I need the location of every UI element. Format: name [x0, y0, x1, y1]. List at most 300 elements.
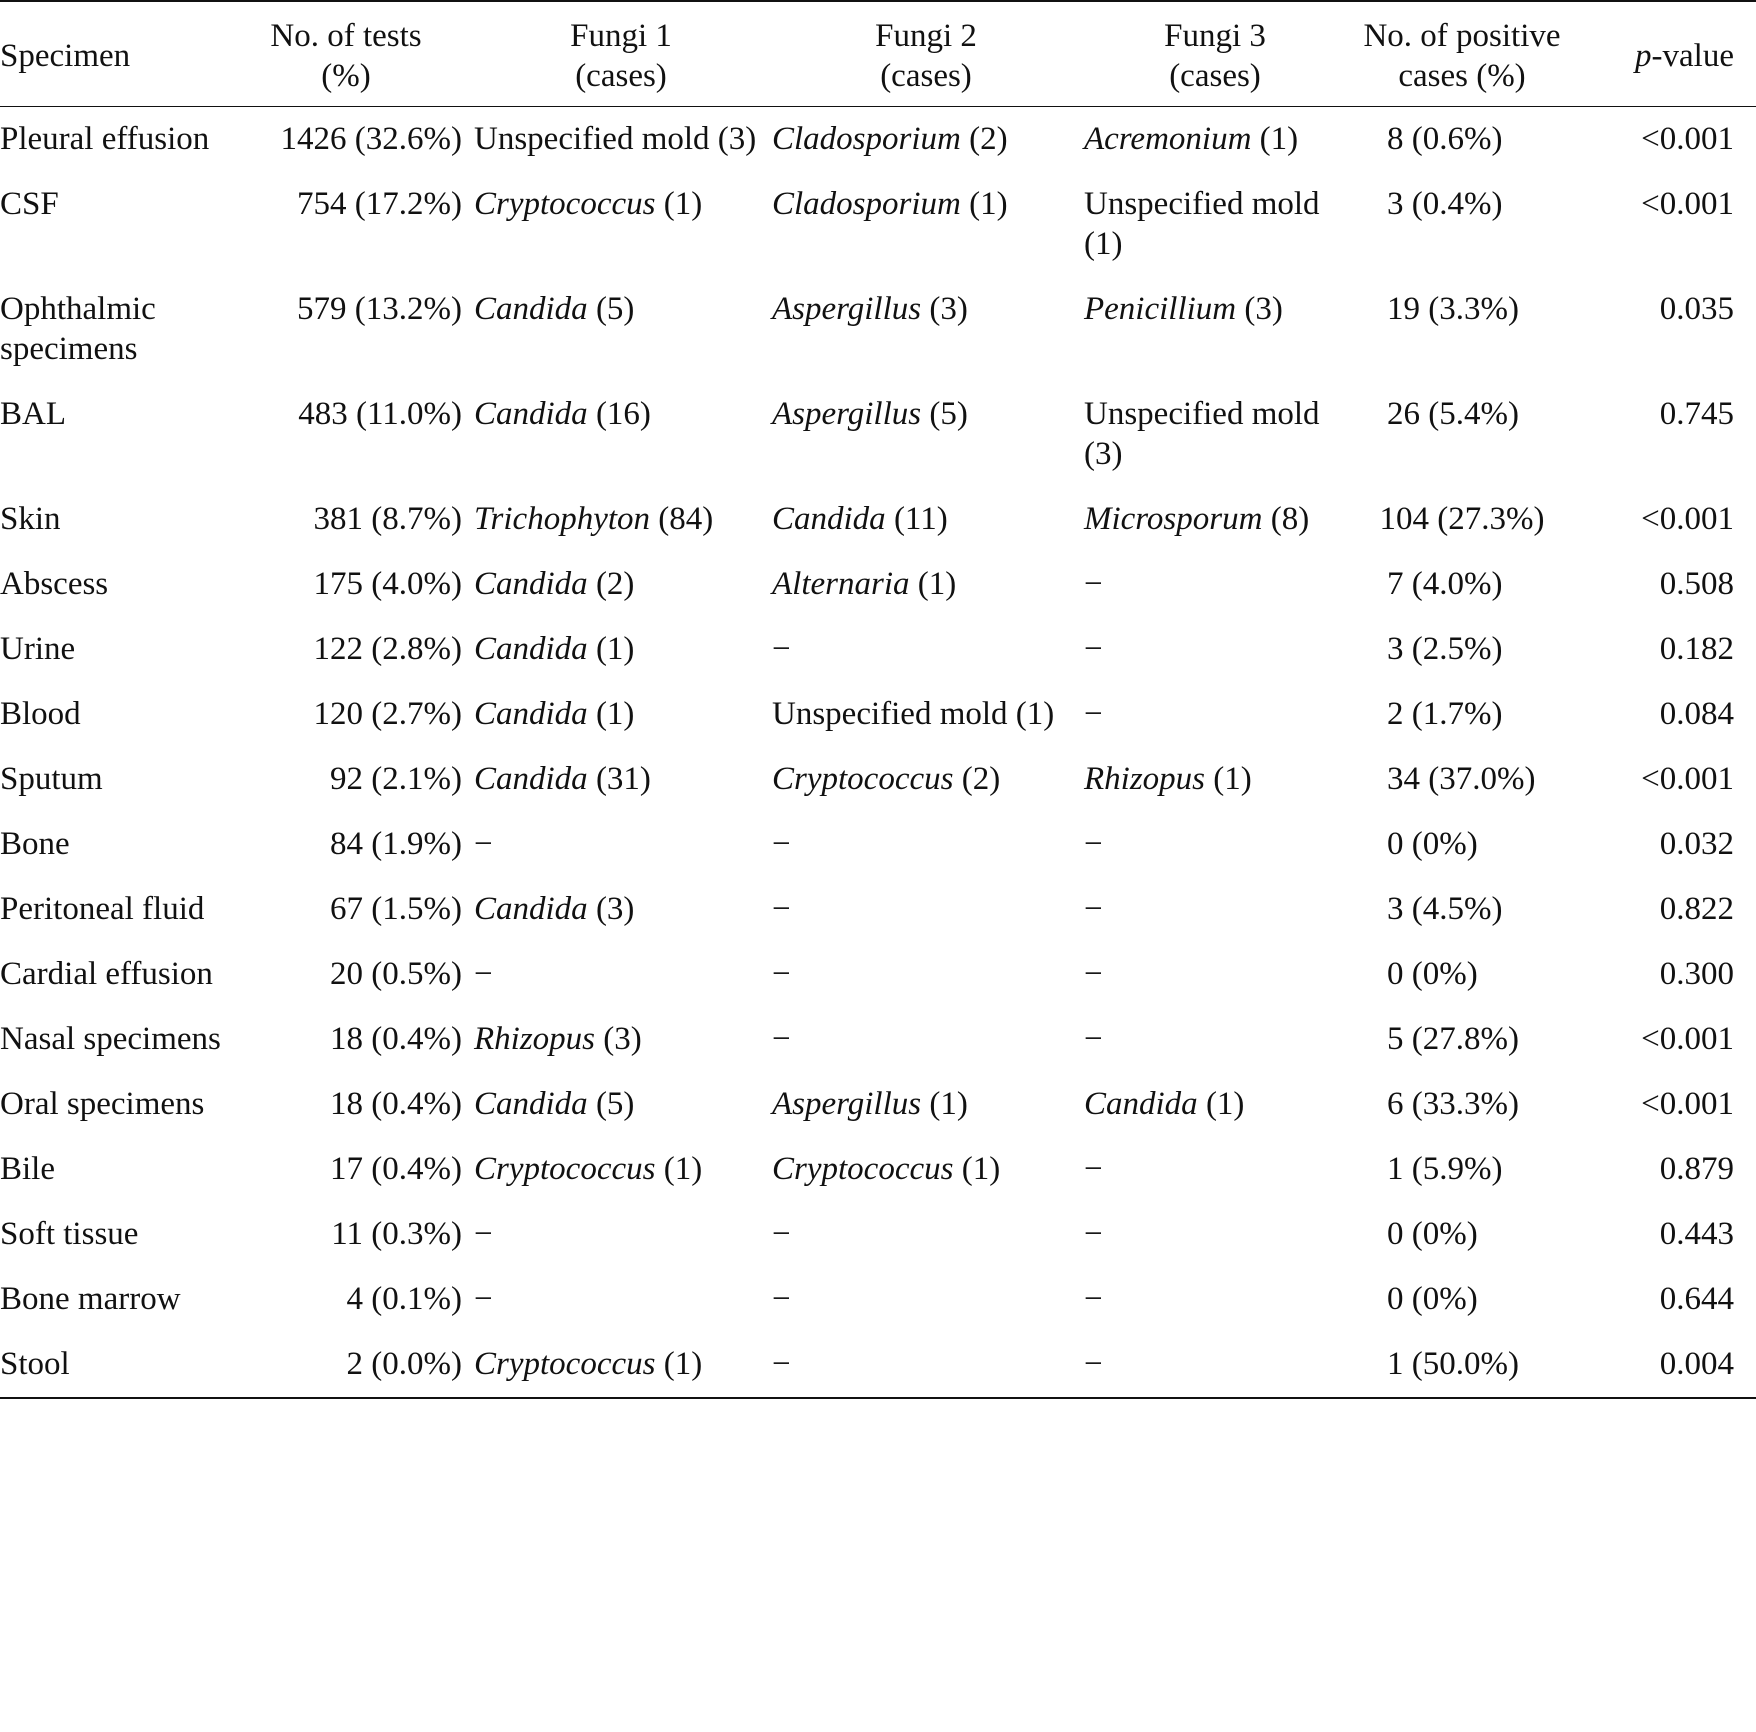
cell-specimen: [0, 382, 230, 487]
cell-positive: [1346, 1007, 1578, 1072]
specimen-name: Ophthalmic specimens: [0, 291, 156, 367]
fungi-genus: Cladosporium: [772, 186, 961, 222]
cell-specimen: [0, 1007, 230, 1072]
positive-wrap: [1346, 694, 1578, 734]
fungi-cases: (5): [587, 1086, 635, 1122]
p-value: 0.084: [1659, 696, 1734, 732]
fungi-genus: Alternaria: [772, 566, 910, 602]
table-body: [0, 107, 1756, 1399]
table-row: [0, 552, 1756, 617]
positive-count: 8 (0.6%): [1387, 121, 1503, 157]
fungi-cases: (1): [953, 1151, 1001, 1187]
cell-tests: [230, 107, 462, 173]
cell-specimen: [0, 942, 230, 1007]
fungi-genus: Acremonium: [1084, 121, 1252, 157]
fungi-cases: Unspecified mold (1): [772, 696, 1055, 732]
p-value: 0.443: [1659, 1216, 1734, 1252]
table-row: [0, 107, 1756, 173]
table-row: [0, 877, 1756, 942]
tests-count: 754 (17.2%): [297, 186, 462, 222]
cell-tests: [230, 747, 462, 812]
fungi-cases: (3): [1236, 291, 1283, 327]
positive-wrap: [1346, 499, 1578, 539]
cell-pvalue: [1578, 1137, 1756, 1202]
tests-count: 483 (11.0%): [298, 396, 462, 432]
p-value: <0.001: [1641, 186, 1734, 222]
empty-dash: −: [772, 1021, 791, 1057]
fungi-genus: Candida: [474, 891, 588, 927]
positive-wrap: [1346, 1279, 1578, 1319]
p-value: 0.035: [1659, 291, 1734, 327]
cell-pvalue: [1578, 747, 1756, 812]
cell-positive: [1346, 382, 1578, 487]
empty-dash: −: [1084, 1216, 1103, 1252]
cell-pvalue: [1578, 942, 1756, 1007]
p-value: 0.032: [1659, 826, 1734, 862]
cell-fungi3: [1080, 107, 1346, 173]
cell-positive: [1346, 942, 1578, 1007]
cell-pvalue: [1578, 1332, 1756, 1398]
specimen-name: Bone marrow: [0, 1281, 181, 1317]
fungi-cases: (31): [587, 761, 651, 797]
table-row: [0, 747, 1756, 812]
header-fungi2-line1: Fungi 2: [875, 18, 977, 54]
header-fungi3: [1080, 1, 1346, 107]
tests-count: 175 (4.0%): [313, 566, 462, 602]
cell-fungi2: [768, 747, 1080, 812]
table-row: [0, 812, 1756, 877]
positive-count: 2 (1.7%): [1387, 696, 1503, 732]
positive-count: 19 (3.3%): [1387, 291, 1519, 327]
empty-dash: −: [1084, 631, 1103, 667]
cell-pvalue: [1578, 682, 1756, 747]
cell-fungi1: [462, 1137, 768, 1202]
cell-fungi1: [462, 1072, 768, 1137]
specimen-name: Urine: [0, 631, 76, 667]
fungi-genus: Candida: [474, 396, 588, 432]
positive-count: 34 (37.0%): [1387, 761, 1536, 797]
cell-positive: [1346, 812, 1578, 877]
empty-dash: −: [1084, 566, 1103, 602]
positive-wrap: [1346, 629, 1578, 669]
positive-count: 104 (27.3%): [1379, 501, 1545, 537]
specimen-name: Blood: [0, 696, 81, 732]
fungi-cases: (5): [587, 291, 635, 327]
positive-wrap: [1346, 394, 1578, 434]
specimen-name: Skin: [0, 501, 61, 537]
header-positive: [1346, 1, 1578, 107]
positive-wrap: [1346, 184, 1578, 224]
positive-count: 0 (0%): [1387, 826, 1478, 862]
cell-fungi2: [768, 1332, 1080, 1398]
positive-count: 0 (0%): [1387, 956, 1478, 992]
empty-dash: −: [772, 1216, 791, 1252]
positive-count: 1 (50.0%): [1387, 1346, 1519, 1382]
fungi-genus: Cryptococcus: [474, 186, 656, 222]
positive-wrap: [1346, 954, 1578, 994]
positive-count: 26 (5.4%): [1387, 396, 1519, 432]
empty-dash: −: [1084, 826, 1103, 862]
specimen-name: Oral specimens: [0, 1086, 205, 1122]
cell-positive: [1346, 1332, 1578, 1398]
p-value: <0.001: [1641, 501, 1734, 537]
empty-dash: −: [1084, 1281, 1103, 1317]
table-row: [0, 1332, 1756, 1398]
cell-specimen: [0, 1137, 230, 1202]
tests-count: 1426 (32.6%): [280, 121, 462, 157]
header-pvalue-rest: -value: [1651, 38, 1734, 74]
header-specimen-label: Specimen: [0, 38, 131, 74]
table-row: [0, 382, 1756, 487]
cell-specimen: [0, 277, 230, 382]
positive-wrap: [1346, 1084, 1578, 1124]
cell-fungi3: [1080, 1332, 1346, 1398]
specimen-name: Bone: [0, 826, 70, 862]
fungi-genus: Candida: [474, 1086, 588, 1122]
cell-specimen: [0, 877, 230, 942]
tests-count: 17 (0.4%): [330, 1151, 462, 1187]
cell-specimen: [0, 682, 230, 747]
fungi-cases: (11): [885, 501, 948, 537]
header-pvalue: [1578, 1, 1756, 107]
cell-tests: [230, 1137, 462, 1202]
cell-fungi2: [768, 1267, 1080, 1332]
empty-dash: −: [474, 956, 493, 992]
cell-fungi2: [768, 682, 1080, 747]
tests-count: 120 (2.7%): [313, 696, 462, 732]
cell-positive: [1346, 617, 1578, 682]
cell-pvalue: [1578, 877, 1756, 942]
table-row: [0, 1267, 1756, 1332]
tests-count: 18 (0.4%): [330, 1086, 462, 1122]
cell-fungi1: [462, 617, 768, 682]
cell-positive: [1346, 747, 1578, 812]
p-value: 0.182: [1659, 631, 1734, 667]
table-row: [0, 1202, 1756, 1267]
fungi-genus: Candida: [474, 761, 588, 797]
fungi-genus: Cladosporium: [772, 121, 961, 157]
header-row: [0, 1, 1756, 107]
tests-count: 67 (1.5%): [330, 891, 462, 927]
fungi-cases: (16): [587, 396, 651, 432]
fungi-cases: (1): [1205, 761, 1252, 797]
specimen-name: Nasal specimens: [0, 1021, 221, 1057]
fungi-cases: (2): [587, 566, 635, 602]
cell-fungi3: [1080, 877, 1346, 942]
fungi-genus: Candida: [474, 566, 588, 602]
table-header: [0, 1, 1756, 107]
header-pvalue-italic: p: [1635, 38, 1652, 74]
cell-fungi1: [462, 552, 768, 617]
cell-fungi3: [1080, 942, 1346, 1007]
cell-specimen: [0, 747, 230, 812]
cell-fungi2: [768, 1137, 1080, 1202]
cell-pvalue: [1578, 382, 1756, 487]
header-tests-line2: (%): [321, 58, 371, 94]
header-fungi1: [462, 1, 768, 107]
cell-pvalue: [1578, 1267, 1756, 1332]
p-value: 0.879: [1659, 1151, 1734, 1187]
cell-fungi2: [768, 1007, 1080, 1072]
cell-fungi3: [1080, 1007, 1346, 1072]
table-row: [0, 942, 1756, 1007]
fungi-cases: (2): [953, 761, 1001, 797]
header-positive-line2: cases (%): [1398, 58, 1526, 94]
cell-fungi3: [1080, 1137, 1346, 1202]
cell-specimen: [0, 617, 230, 682]
fungi-cases: (1): [587, 631, 635, 667]
cell-specimen: [0, 1202, 230, 1267]
fungi-genus: Cryptococcus: [474, 1151, 656, 1187]
fungi-genus: Candida: [474, 696, 588, 732]
fungi-genus: Penicillium: [1084, 291, 1237, 327]
table-row: [0, 277, 1756, 382]
specimen-name: Soft tissue: [0, 1216, 139, 1252]
fungi-genus: Aspergillus: [772, 1086, 922, 1122]
cell-fungi1: [462, 812, 768, 877]
cell-fungi3: [1080, 382, 1346, 487]
cell-pvalue: [1578, 617, 1756, 682]
specimen-name: CSF: [0, 186, 59, 222]
cell-fungi1: [462, 1267, 768, 1332]
cell-positive: [1346, 487, 1578, 552]
empty-dash: −: [474, 1281, 493, 1317]
fungi-cases: (1): [960, 186, 1008, 222]
header-fungi3-line2: (cases): [1169, 58, 1261, 94]
cell-tests: [230, 1202, 462, 1267]
fungi-genus: Trichophyton: [474, 501, 651, 537]
cell-fungi1: [462, 1332, 768, 1398]
empty-dash: −: [772, 1346, 791, 1382]
cell-positive: [1346, 1072, 1578, 1137]
fungi-cases: (8): [1262, 501, 1310, 537]
cell-fungi1: [462, 487, 768, 552]
specimen-name: Bile: [0, 1151, 55, 1187]
table-row: [0, 682, 1756, 747]
cell-fungi1: [462, 942, 768, 1007]
table-row: [0, 1137, 1756, 1202]
fungi-genus: Candida: [474, 291, 588, 327]
cell-fungi3: [1080, 1267, 1346, 1332]
cell-positive: [1346, 277, 1578, 382]
positive-count: 7 (4.0%): [1387, 566, 1503, 602]
specimen-name: Pleural effusion: [0, 121, 210, 157]
tests-count: 381 (8.7%): [313, 501, 462, 537]
cell-pvalue: [1578, 487, 1756, 552]
cell-fungi2: [768, 172, 1080, 277]
cell-fungi2: [768, 552, 1080, 617]
cell-fungi2: [768, 1202, 1080, 1267]
cell-pvalue: [1578, 277, 1756, 382]
cell-positive: [1346, 877, 1578, 942]
cell-tests: [230, 487, 462, 552]
cell-specimen: [0, 1332, 230, 1398]
cell-tests: [230, 682, 462, 747]
cell-fungi2: [768, 812, 1080, 877]
header-positive-line1: No. of positive: [1363, 18, 1561, 54]
tests-count: 84 (1.9%): [330, 826, 462, 862]
specimen-name: Abscess: [0, 566, 109, 602]
positive-count: 6 (33.3%): [1387, 1086, 1519, 1122]
empty-dash: −: [772, 826, 791, 862]
cell-pvalue: [1578, 172, 1756, 277]
empty-dash: −: [772, 631, 791, 667]
cell-positive: [1346, 1267, 1578, 1332]
cell-fungi3: [1080, 747, 1346, 812]
header-tests-line1: No. of tests: [270, 18, 422, 54]
fungi-cases: Unspecified mold (3): [1084, 396, 1320, 472]
cell-pvalue: [1578, 107, 1756, 173]
cell-fungi1: [462, 747, 768, 812]
fungi-cases: (5): [921, 396, 968, 432]
cell-specimen: [0, 812, 230, 877]
fungi-cases: (84): [650, 501, 714, 537]
fungi-cases: (1): [587, 696, 635, 732]
cell-fungi1: [462, 877, 768, 942]
positive-wrap: [1346, 759, 1578, 799]
empty-dash: −: [1084, 891, 1103, 927]
cell-fungi1: [462, 682, 768, 747]
cell-fungi2: [768, 617, 1080, 682]
fungi-cases: (1): [655, 186, 703, 222]
fungi-genus: Candida: [1084, 1086, 1198, 1122]
p-value: 0.644: [1659, 1281, 1734, 1317]
empty-dash: −: [772, 956, 791, 992]
fungi-cases: (3): [595, 1021, 642, 1057]
specimen-name: Sputum: [0, 761, 103, 797]
cell-fungi3: [1080, 172, 1346, 277]
cell-fungi2: [768, 942, 1080, 1007]
cell-pvalue: [1578, 552, 1756, 617]
cell-fungi3: [1080, 617, 1346, 682]
fungi-genus: Candida: [772, 501, 886, 537]
empty-dash: −: [772, 891, 791, 927]
empty-dash: −: [1084, 1346, 1103, 1382]
empty-dash: −: [1084, 696, 1103, 732]
positive-wrap: [1346, 824, 1578, 864]
cell-fungi2: [768, 1072, 1080, 1137]
fungi-cases: (3): [587, 891, 635, 927]
cell-pvalue: [1578, 1007, 1756, 1072]
cell-tests: [230, 1007, 462, 1072]
fungi-cases: (1): [655, 1346, 703, 1382]
fungi-genus: Candida: [474, 631, 588, 667]
empty-dash: −: [1084, 1021, 1103, 1057]
cell-tests: [230, 1072, 462, 1137]
empty-dash: −: [772, 1281, 791, 1317]
cell-tests: [230, 172, 462, 277]
header-fungi2-line2: (cases): [880, 58, 972, 94]
empty-dash: −: [1084, 1151, 1103, 1187]
fungi-cases: (1): [1251, 121, 1299, 157]
tests-count: 18 (0.4%): [330, 1021, 462, 1057]
cell-positive: [1346, 1202, 1578, 1267]
fungi-genus: Cryptococcus: [772, 761, 954, 797]
cell-tests: [230, 552, 462, 617]
specimen-name: Cardial effusion: [0, 956, 213, 992]
cell-fungi3: [1080, 1072, 1346, 1137]
p-value: 0.508: [1659, 566, 1734, 602]
specimen-name: Peritoneal fluid: [0, 891, 205, 927]
fungi-cases: (1): [1197, 1086, 1245, 1122]
p-value: 0.822: [1659, 891, 1734, 927]
cell-tests: [230, 382, 462, 487]
fungi-cases: (1): [921, 1086, 968, 1122]
table-row: [0, 617, 1756, 682]
specimen-name: Stool: [0, 1346, 70, 1382]
p-value: <0.001: [1641, 121, 1734, 157]
cell-positive: [1346, 172, 1578, 277]
header-fungi1-line2: (cases): [575, 58, 667, 94]
cell-specimen: [0, 1267, 230, 1332]
fungi-genus: Rhizopus: [1084, 761, 1206, 797]
cell-fungi3: [1080, 277, 1346, 382]
tests-count: 11 (0.3%): [331, 1216, 462, 1252]
fungi-cases: (1): [909, 566, 957, 602]
cell-tests: [230, 1332, 462, 1398]
positive-wrap: [1346, 1344, 1578, 1384]
cell-positive: [1346, 1137, 1578, 1202]
tests-count: 2 (0.0%): [346, 1346, 462, 1382]
cell-fungi2: [768, 487, 1080, 552]
fungi-cases: Unspecified mold (1): [1084, 186, 1320, 262]
cell-specimen: [0, 552, 230, 617]
cell-specimen: [0, 107, 230, 173]
empty-dash: −: [1084, 956, 1103, 992]
cell-fungi1: [462, 1007, 768, 1072]
fungi-genus: Cryptococcus: [772, 1151, 954, 1187]
cell-fungi1: [462, 172, 768, 277]
p-value: <0.001: [1641, 1021, 1734, 1057]
empty-dash: −: [474, 1216, 493, 1252]
empty-dash: −: [474, 826, 493, 862]
positive-count: 5 (27.8%): [1387, 1021, 1519, 1057]
positive-wrap: [1346, 1019, 1578, 1059]
fungi-cases: (3): [921, 291, 968, 327]
table-row: [0, 487, 1756, 552]
tests-count: 20 (0.5%): [330, 956, 462, 992]
fungi-genus: Rhizopus: [474, 1021, 596, 1057]
cell-fungi3: [1080, 1202, 1346, 1267]
cell-positive: [1346, 682, 1578, 747]
table-row: [0, 1007, 1756, 1072]
p-value: 0.745: [1659, 396, 1734, 432]
positive-wrap: [1346, 889, 1578, 929]
positive-wrap: [1346, 289, 1578, 329]
tests-count: 579 (13.2%): [297, 291, 462, 327]
positive-wrap: [1346, 119, 1578, 159]
cell-specimen: [0, 487, 230, 552]
fungi-genus: Cryptococcus: [474, 1346, 656, 1382]
cell-fungi2: [768, 877, 1080, 942]
tests-count: 122 (2.8%): [313, 631, 462, 667]
fungi-genus: Aspergillus: [772, 291, 922, 327]
cell-fungi3: [1080, 812, 1346, 877]
cell-fungi1: [462, 382, 768, 487]
positive-count: 3 (0.4%): [1387, 186, 1503, 222]
cell-fungi1: [462, 1202, 768, 1267]
table-row: [0, 172, 1756, 277]
fungi-cases: (1): [655, 1151, 703, 1187]
positive-count: 0 (0%): [1387, 1216, 1478, 1252]
cell-pvalue: [1578, 812, 1756, 877]
cell-tests: [230, 277, 462, 382]
tests-count: 92 (2.1%): [330, 761, 462, 797]
cell-tests: [230, 1267, 462, 1332]
fungi-genus: Microsporum: [1084, 501, 1263, 537]
cell-fungi2: [768, 107, 1080, 173]
header-specimen: [0, 1, 230, 107]
